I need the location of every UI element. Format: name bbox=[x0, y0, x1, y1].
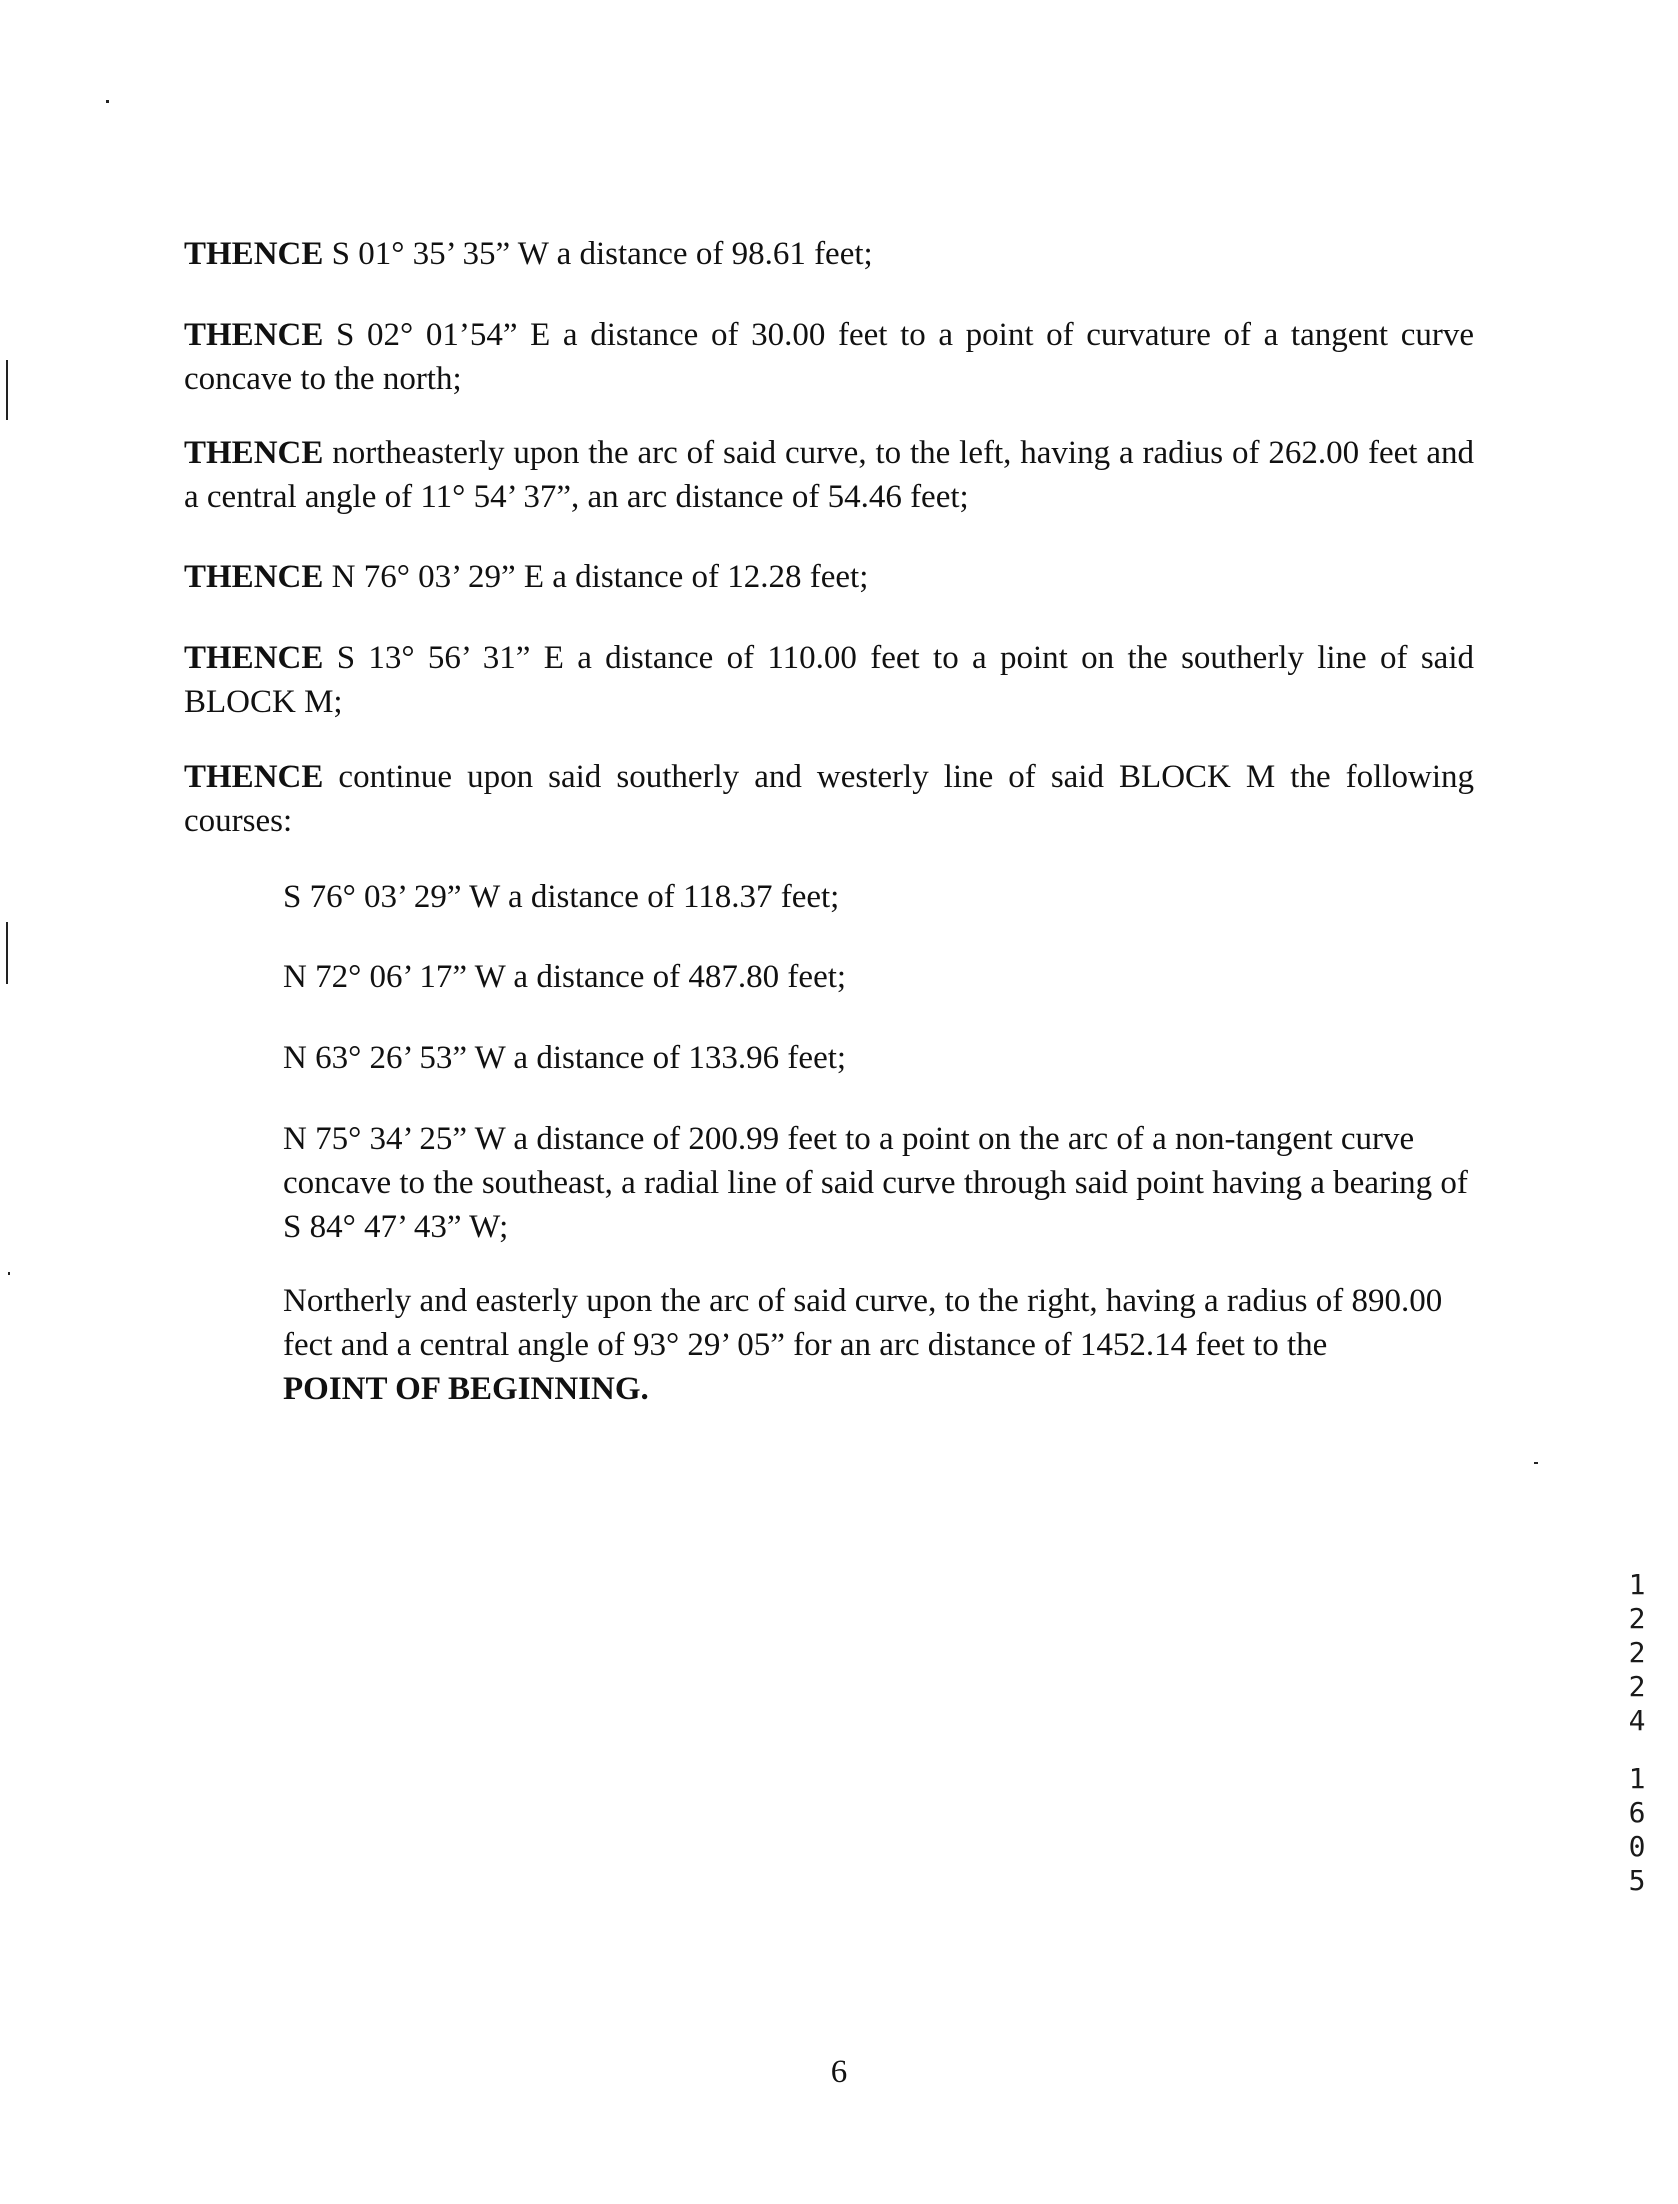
course-4: N 75° 34’ 25” W a distance of 200.99 feet to a point on the arc of a non-tangent curve concave to the southeast, a radial line of said curve through said point having a bearing of S 84° 47’ 43” W; bbox=[283, 1121, 1468, 1245]
paragraph-text: S 13° 56’ 31” E a distance of 110.00 feet to a point on the southerly line of said BLOCK M; bbox=[184, 640, 1474, 720]
stamp-digit: 2 bbox=[1628, 1636, 1646, 1669]
thence-keyword: THENCE bbox=[184, 759, 324, 795]
final-course bbox=[283, 1279, 1483, 1411]
thence-paragraph-6 bbox=[184, 755, 1474, 843]
final-course-text: Northerly and easterly upon the arc of said curve, to the right, having a radius of 890.00 fect and a central angle of 93° 29’ 05” for an arc distance of 1452.14 feet to the bbox=[283, 1283, 1443, 1363]
thence-keyword: THENCE bbox=[184, 317, 324, 353]
course-3: N 63° 26’ 53” W a distance of 133.96 feet; bbox=[283, 1040, 847, 1076]
scan-margin-line bbox=[6, 360, 8, 420]
thence-paragraph-4 bbox=[184, 555, 1474, 599]
thence-paragraph-3 bbox=[184, 431, 1474, 519]
paragraph-text: continue upon said southerly and westerly line of said BLOCK M the following courses: bbox=[184, 759, 1474, 839]
thence-keyword: THENCE bbox=[184, 435, 324, 471]
thence-paragraph-5 bbox=[184, 636, 1474, 724]
paragraph-text: N 76° 03’ 29” E a distance of 12.28 feet; bbox=[323, 559, 869, 595]
thence-keyword: THENCE bbox=[184, 236, 324, 272]
stamp-digit: 1 bbox=[1628, 1568, 1646, 1601]
thence-paragraph-1 bbox=[184, 232, 1474, 276]
stamp-digit: 1 bbox=[1628, 1762, 1646, 1795]
paragraph-text: S 01° 35’ 35” W a distance of 98.61 feet; bbox=[323, 236, 873, 272]
point-of-beginning: POINT OF BEGINNING. bbox=[283, 1371, 649, 1407]
scan-speck bbox=[8, 1272, 10, 1275]
stamp-digit: 5 bbox=[1628, 1864, 1646, 1897]
stamp-gap bbox=[1624, 1738, 1650, 1762]
stamp-digit: 2 bbox=[1628, 1670, 1646, 1703]
page-number: 6 bbox=[830, 2054, 848, 2090]
scan-margin-line bbox=[6, 922, 8, 984]
thence-keyword: THENCE bbox=[184, 640, 324, 676]
scan-speck bbox=[106, 100, 109, 103]
recording-stamp-upper bbox=[1624, 1568, 1650, 1898]
course-1: S 76° 03’ 29” W a distance of 118.37 feet; bbox=[283, 879, 840, 915]
stamp-digit: 2 bbox=[1628, 1602, 1646, 1635]
thence-keyword: THENCE bbox=[184, 559, 324, 595]
course-2: N 72° 06’ 17” W a distance of 487.80 feet; bbox=[283, 959, 847, 995]
thence-paragraph-2 bbox=[184, 313, 1474, 401]
paragraph-text: S 02° 01’54” E a distance of 30.00 feet to a point of curvature of a tangent curve concave to the north; bbox=[184, 317, 1474, 397]
paragraph-text: northeasterly upon the arc of said curve, to the left, having a radius of 262.00 feet and a central angle of 11° 54’ 37”, an arc distance of 54.46 feet; bbox=[184, 435, 1474, 515]
stamp-digit: 6 bbox=[1628, 1796, 1646, 1829]
stamp-digit: 0 bbox=[1628, 1830, 1646, 1863]
stamp-digit: 4 bbox=[1628, 1704, 1646, 1737]
scan-speck bbox=[1534, 1462, 1538, 1464]
